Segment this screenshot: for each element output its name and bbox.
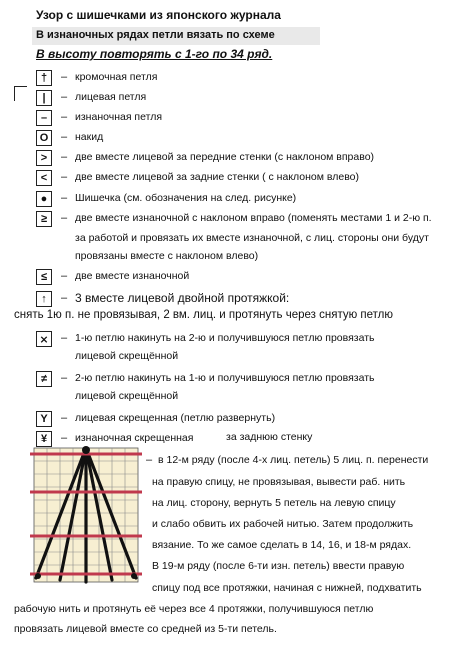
k3tog-continuation: снять 1ю п. не провязывая, 2 вм. лиц. и протянуть через снятую петлю: [14, 309, 394, 321]
repeat-instruction: В высоту повторять с 1-го по 34 ряд.: [36, 47, 273, 61]
legend-dash: –: [61, 412, 68, 424]
p2tog-right-symbol: ≥: [36, 211, 52, 227]
knit-twisted-symbol: Y: [36, 411, 52, 427]
legend-text: кромочная петля: [75, 71, 158, 83]
note-line: В 19-м ряду (после 6-ти изн. петель) ввести правую: [152, 560, 405, 572]
legend-text: лицевая петля: [75, 91, 147, 103]
legend-dash: –: [61, 292, 68, 304]
p2tog-continuation-1: за работой и провязать их вместе изнаночной, с лиц. стороны они будут: [75, 232, 429, 244]
bobble-symbol: ●: [36, 191, 52, 207]
purl-stitch-symbol: –: [36, 110, 52, 126]
legend-text: две вместе изнаночной: [75, 270, 190, 282]
note-line: в 12-м ряду (после 4-х лиц. петель) 5 лиц. п. перенести: [158, 454, 429, 466]
legend-dash: –: [61, 151, 68, 163]
cross-left-continuation: лицевой скрещённой: [75, 350, 179, 362]
bobble-diagram: [30, 444, 142, 586]
note-line: на лиц. сторону, вернуть 5 петель на левую спицу: [152, 497, 396, 509]
page-title: Узор с шишечками из японского журнала: [36, 8, 281, 22]
subtitle: В изнаночных рядах петли вязать по схеме: [36, 29, 275, 41]
legend-dash: –: [61, 171, 68, 183]
legend-dash: –: [61, 91, 68, 103]
yarn-over-symbol: O: [36, 130, 52, 146]
cross-left-symbol: ⨯: [36, 331, 52, 347]
legend-text: 2-ю петлю накинуть на 1-ю и получившуюся петлю провязать: [75, 372, 375, 384]
purl-twisted-symbol: ¥: [36, 431, 52, 447]
cross-right-continuation: лицевой скрещённой: [75, 390, 179, 402]
legend-dash: –: [61, 372, 68, 384]
legend-dash: –: [61, 111, 68, 123]
purl-twisted-extra: за заднюю стенку: [226, 431, 313, 443]
legend-dash: –: [61, 270, 68, 282]
legend-text: 1-ю петлю накинуть на 2-ю и получившуюся петлю провязать: [75, 332, 375, 344]
legend-dash: –: [61, 131, 68, 143]
p2tog-continuation-2: провязаны вместе с наклоном влево): [75, 250, 259, 262]
cross-right-symbol: ≠: [36, 371, 52, 387]
legend-text: две вместе изнаночной с наклоном вправо (поменять местами 1 и 2-ю п.: [75, 212, 432, 224]
legend-text: две вместе лицевой за задние стенки ( с наклоном влево): [75, 171, 359, 183]
edge-stitch-symbol: †: [36, 70, 52, 86]
legend-dash: –: [61, 332, 68, 344]
legend-text: накид: [75, 131, 104, 143]
legend-dash: –: [61, 212, 68, 224]
knit-symbol-frame: [14, 86, 27, 101]
legend-text: две вместе лицевой за передние стенки (с наклоном вправо): [75, 151, 375, 163]
legend-dash: –: [61, 71, 68, 83]
knit-stitch-symbol: |: [36, 90, 52, 106]
legend-text: изнаночная петля: [75, 111, 163, 123]
note-line: на правую спицу, не провязывая, вывести раб. нить: [152, 476, 406, 488]
note-line: спицу под все протяжки, начиная с нижней, подхватить: [152, 582, 422, 594]
k2tog-back-symbol: <: [36, 170, 52, 186]
note-line: провязать лицевой вместе со средней из 5-ти петель.: [14, 623, 277, 635]
legend-dash: –: [61, 432, 68, 444]
legend-text: изнаночная скрещенная: [75, 432, 194, 444]
k3tog-symbol: ↑: [36, 291, 52, 307]
note-line: рабочую нить и протянуть её через все 4 протяжки, получившуюся петлю: [14, 603, 374, 615]
note-line: вязание. То же самое сделать в 14, 16, и 18-м рядах.: [152, 539, 412, 551]
legend-dash: –: [61, 192, 68, 204]
legend-text: Шишечка (см. обозначения на след. рисунке): [75, 192, 297, 204]
note-dash: –: [146, 454, 153, 466]
note-line: и слабо обвить их рабочей нитью. Затем продолжить: [152, 518, 414, 530]
legend-text: 3 вместе лицевой двойной протяжкой:: [75, 291, 290, 305]
k2tog-front-symbol: >: [36, 150, 52, 166]
legend-text: лицевая скрещенная (петлю развернуть): [75, 412, 276, 424]
p2tog-symbol: ≤: [36, 269, 52, 285]
